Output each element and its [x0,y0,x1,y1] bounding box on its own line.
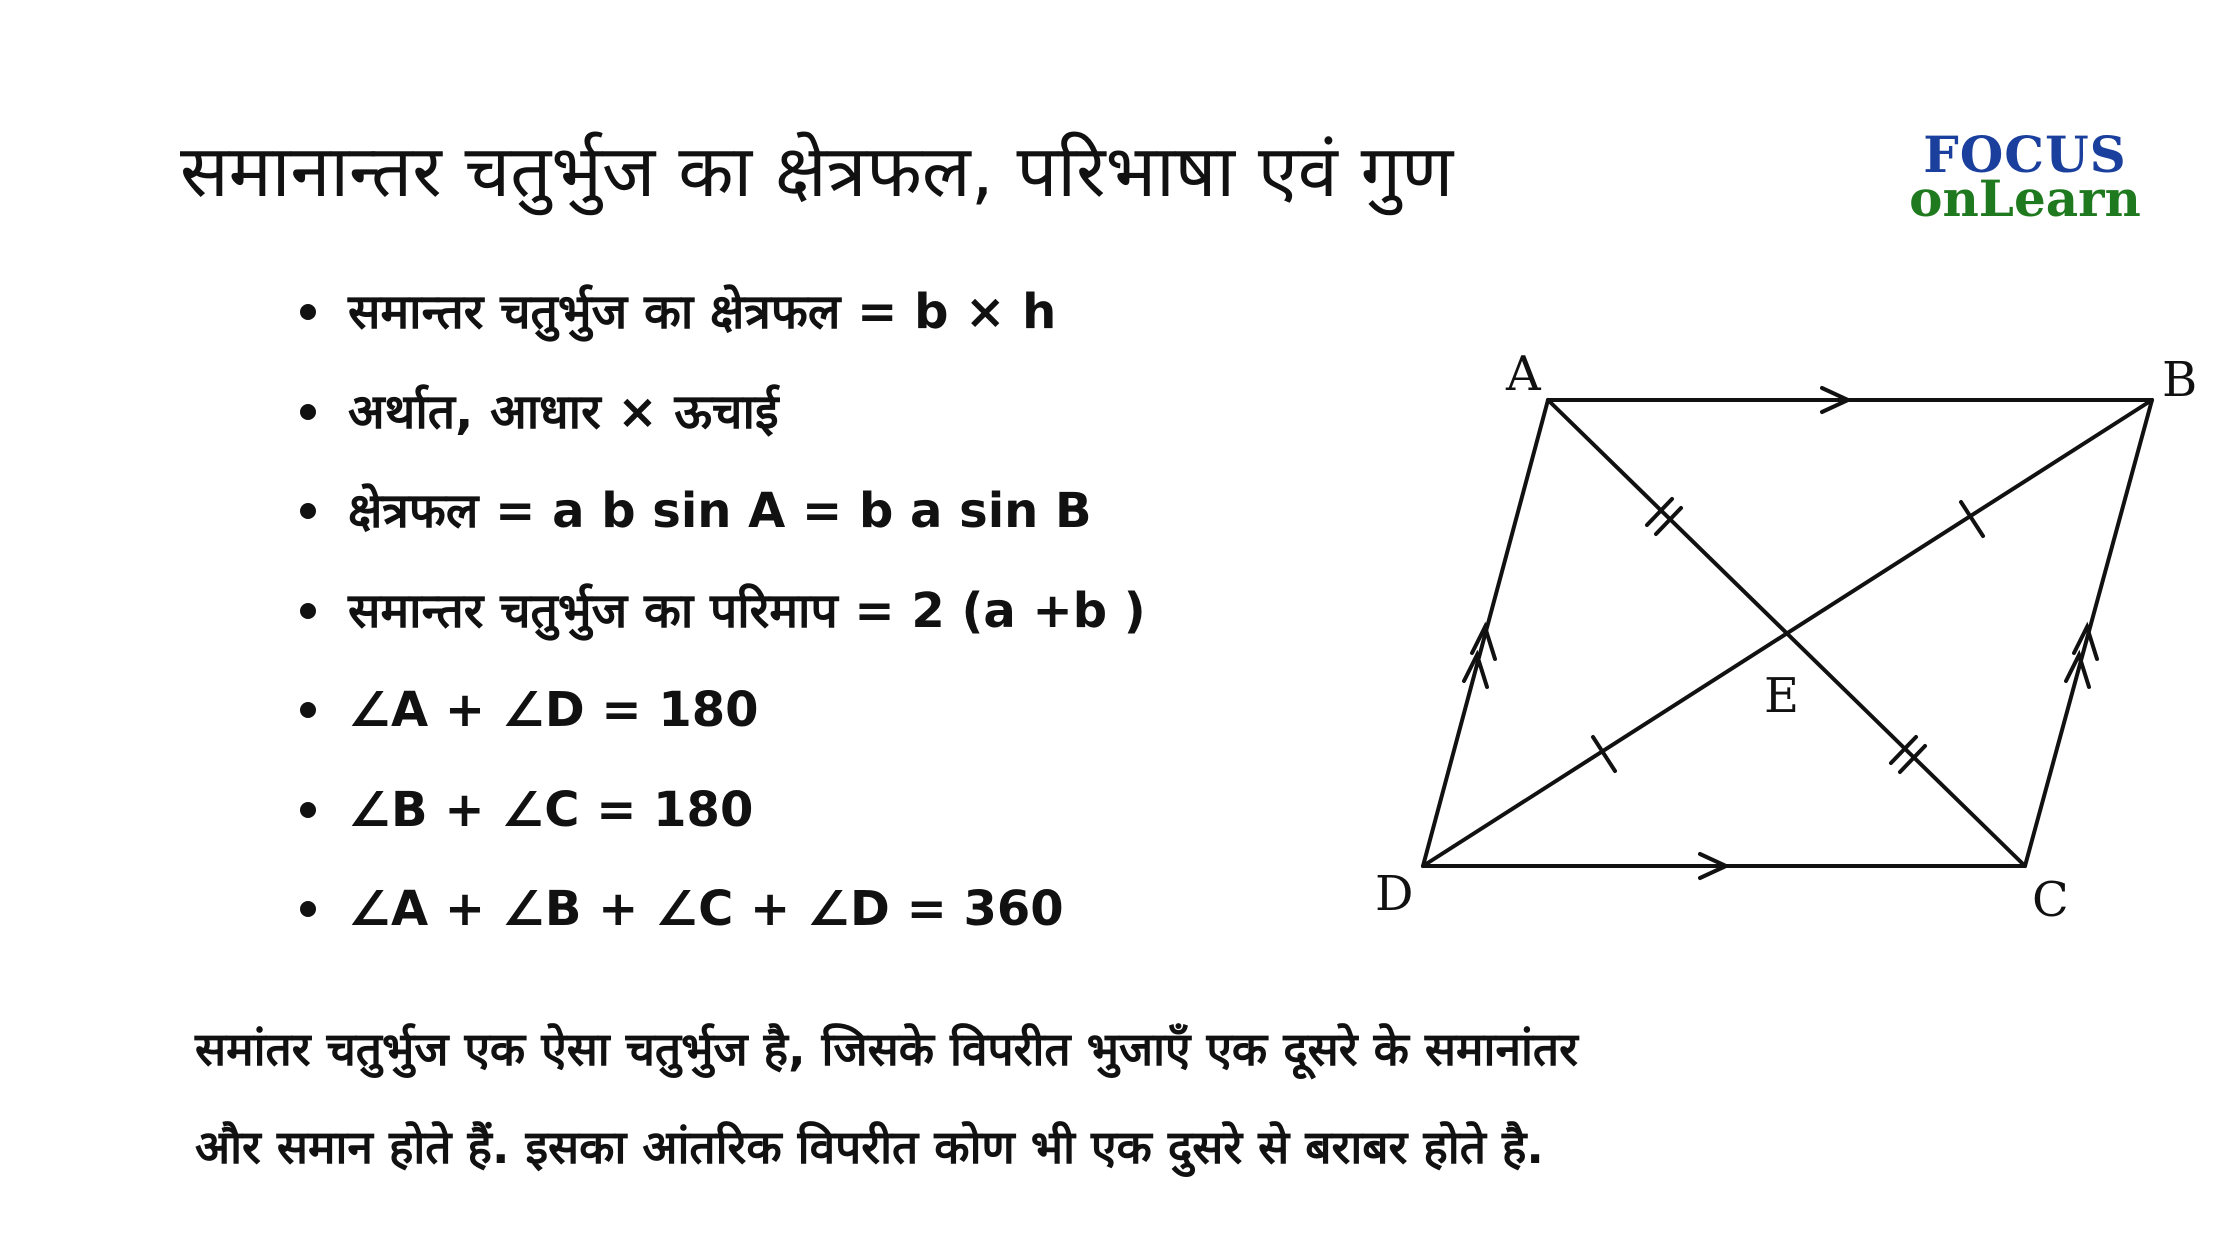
vertex-label-d: D [1375,866,1414,922]
vertex-label-b: B [2162,352,2198,408]
list-item [300,867,1146,967]
formula-area-sine: क्षेत्रफल = a b sin A = b a sin B [348,483,1092,539]
tick-ec-1 [1891,737,1916,763]
parallel-arrow-dc [1700,854,1726,878]
tick-ae-1 [1647,499,1672,525]
parallel-arrow-bc-2 [2074,627,2097,659]
formula-area: समान्तर चतुर्भुज का क्षेत्रफल = b × h [348,284,1057,340]
page-title: समानान्तर चतुर्भुज का क्षेत्रफल, परिभाषा एवं गुण [180,129,1454,213]
vertex-label-c: C [2032,872,2069,928]
parallel-arrow-bc-1 [2066,655,2089,687]
bullet-icon [300,901,316,917]
list-item [300,469,1146,569]
center-label-e: E [1764,668,1800,724]
tick-ae-2 [1656,508,1681,534]
tick-ec-2 [1900,746,1925,772]
logo-line-focus: FOCUS [1923,125,2127,184]
bullet-icon [300,603,316,619]
side-da [1423,400,1548,866]
formula-perimeter: समान्तर चतुर्भुज का परिमाप = 2 (a +b ) [348,582,1146,639]
parallel-arrow-ad-1 [1464,655,1487,687]
bullet-icon [300,802,316,818]
definition-paragraph [195,1000,2095,1196]
angle-bc-sum: ∠B + ∠C = 180 [348,781,754,838]
logo-line-onlearn: onLearn [1909,169,2141,228]
definition-line-1: समांतर चतुर्भुज एक ऐसा चतुर्भुज है, जिसके विपरीत भुजाएँ एक दूसरे के समानांतर [195,1022,1578,1076]
tick-ed [1593,737,1615,771]
list-item [300,370,1146,470]
list-item [300,270,1146,370]
angle-total-sum: ∠A + ∠B + ∠C + ∠D = 360 [348,881,1064,937]
angle-ad-sum: ∠A + ∠D = 180 [348,682,759,738]
side-bc [2025,400,2152,866]
vertex-label-a: A [1506,346,1541,402]
list-item [300,569,1146,669]
brand-logo [1900,125,2150,228]
list-item [300,668,1146,768]
diagonal-bd [1423,400,2152,866]
bullet-icon [300,702,316,718]
parallel-arrow-ad-2 [1472,627,1495,659]
parallel-arrow-ab [1822,388,1848,412]
definition-line-2: और समान होते हैं. इसका आंतरिक विपरीत कोण भी एक दुसरे से बराबर होते है. [195,1120,1544,1174]
formula-list [300,270,1146,967]
tick-be [1961,502,1983,536]
bullet-icon [300,404,316,420]
formula-area-words: अर्थात, आधार × ऊचाई [348,383,779,440]
bullet-icon [300,503,316,519]
list-item [300,768,1146,868]
diagonal-ac [1548,400,2025,866]
bullet-icon [300,304,316,320]
